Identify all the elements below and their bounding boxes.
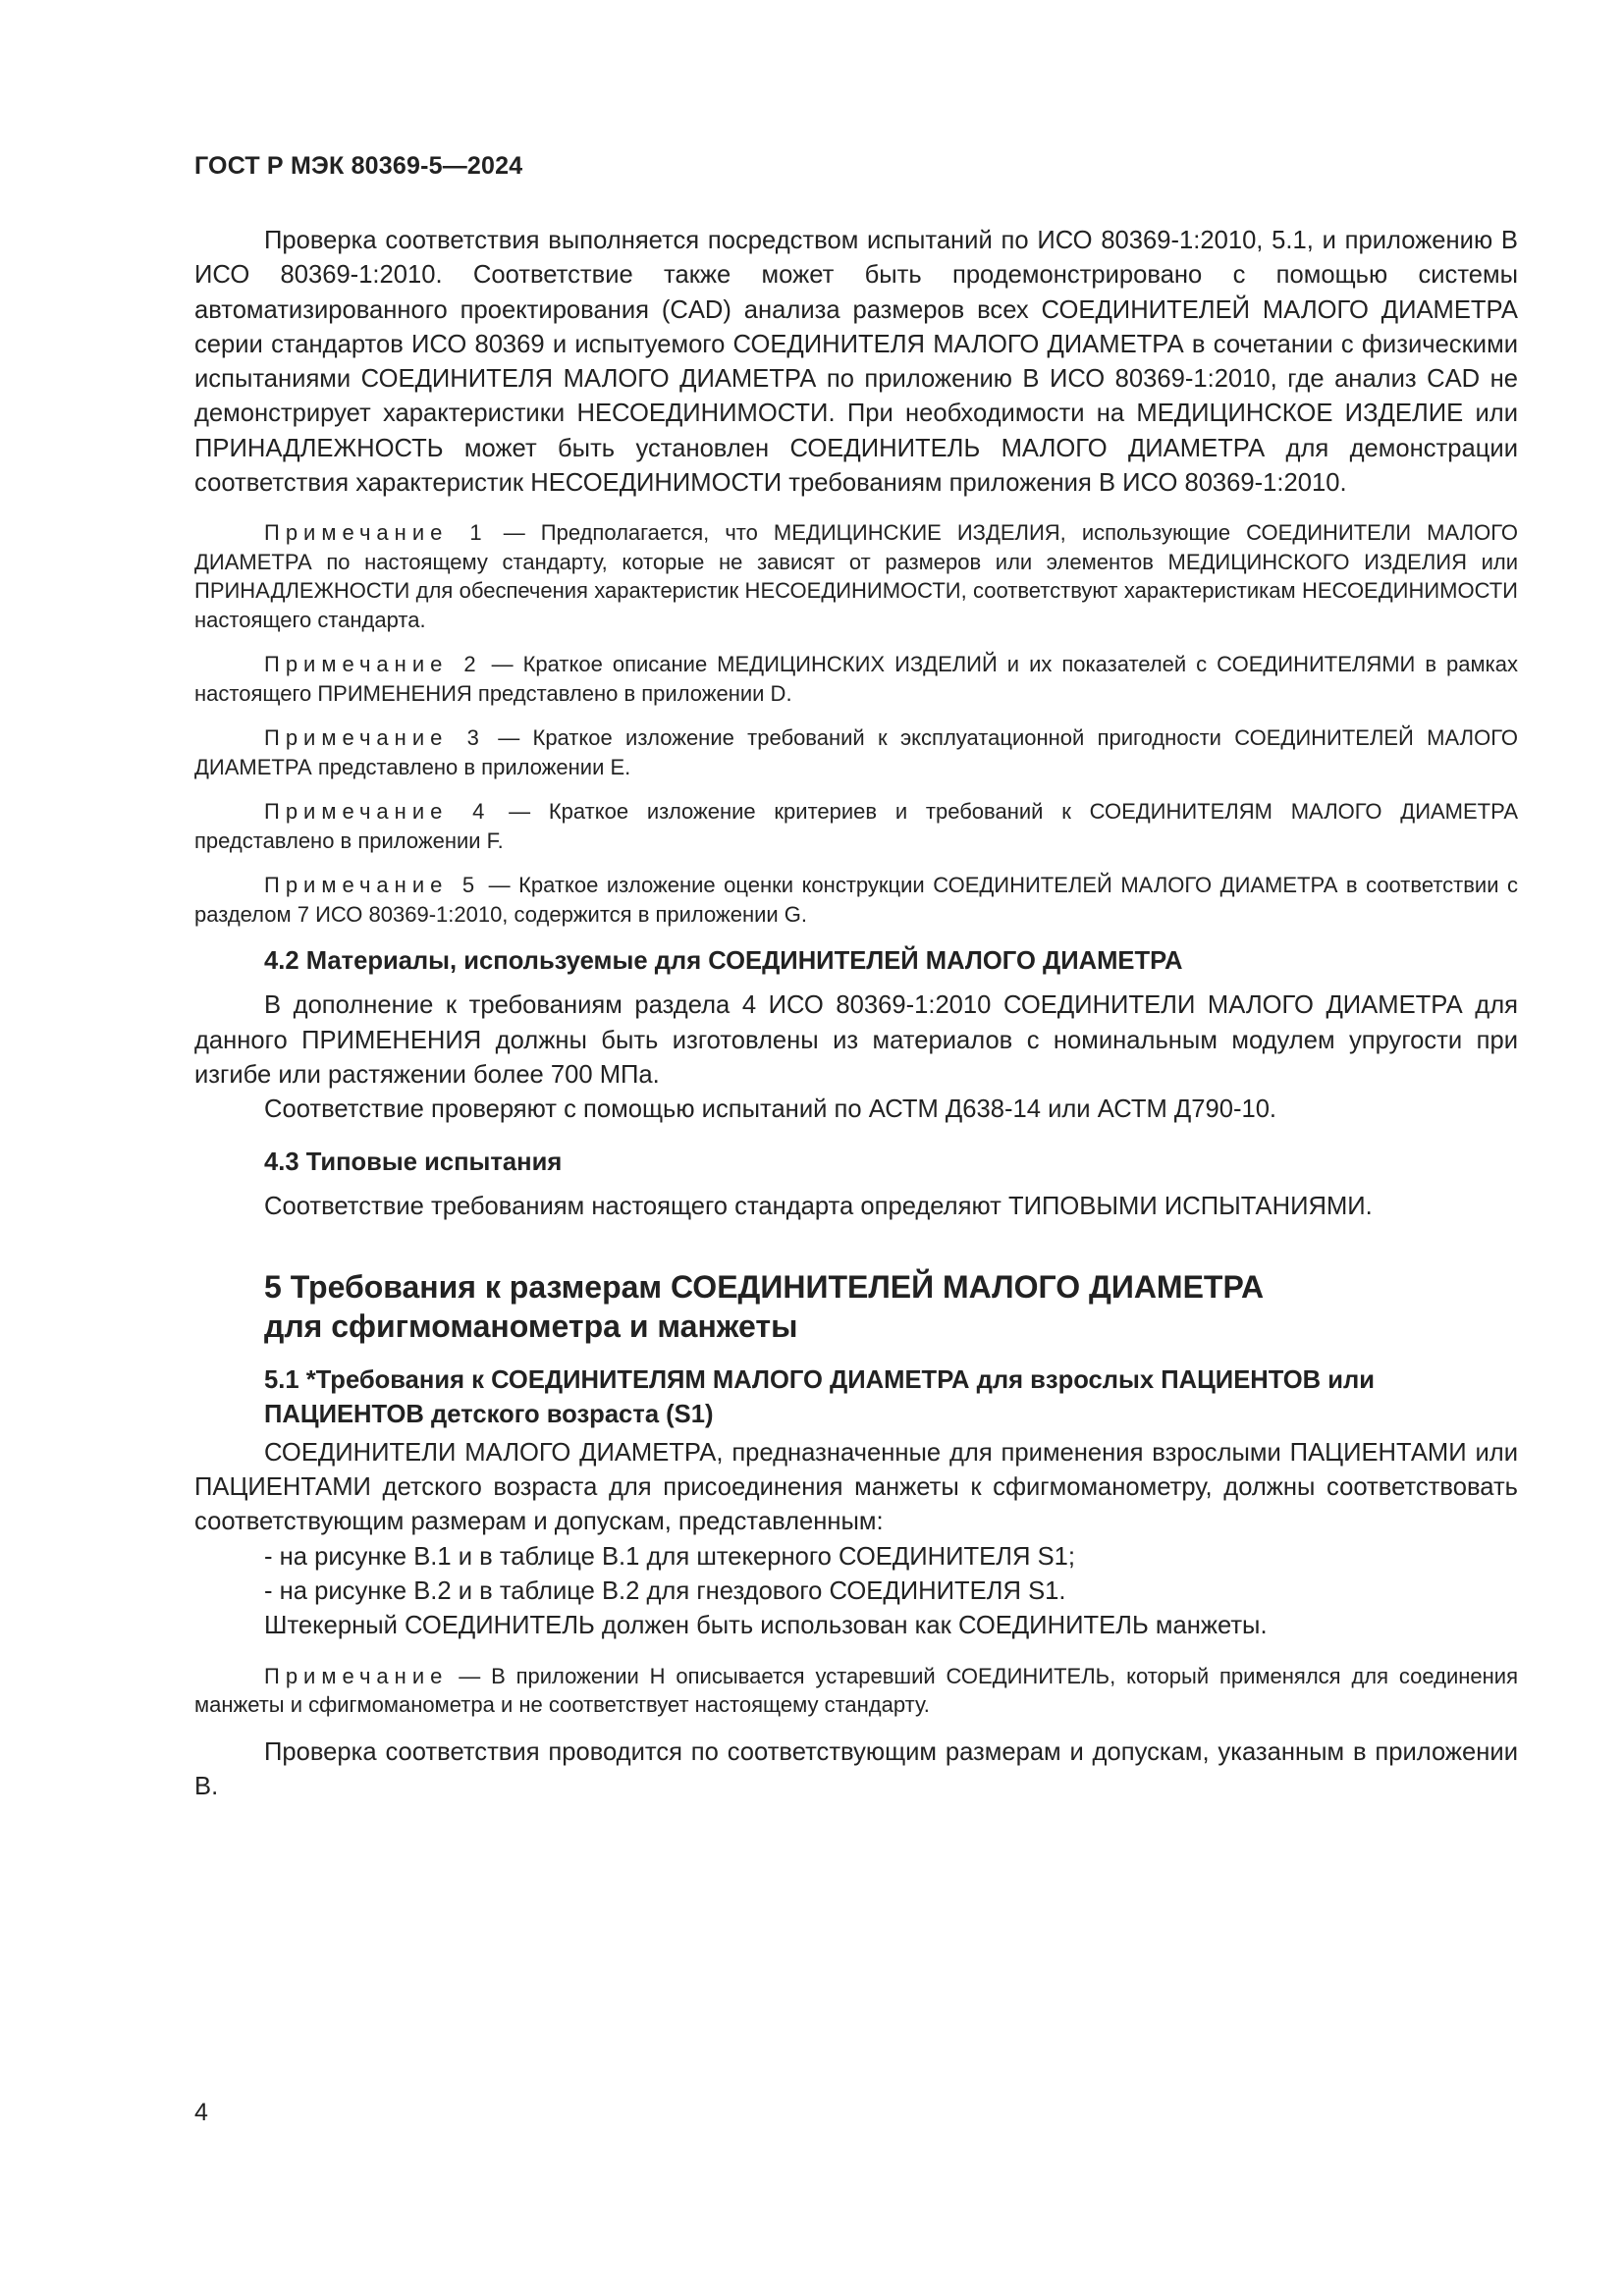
note-1 [194,518,1518,634]
note-label: Примечание [264,1663,449,1688]
section-5-1-heading-line1: 5.1 *Требования к СОЕДИНИТЕЛЯМ МАЛОГО ДИАМЕТРА для взрослых ПАЦИЕНТОВ или [264,1365,1375,1394]
note-text: — Краткое описание МЕДИЦИНСКИХ ИЗДЕЛИЙ и их показателей с СОЕДИНИТЕЛЯМИ в рамках настоящего ПРИМЕНЕНИЯ представлено в приложении D. [194,652,1519,706]
note-2 [194,650,1518,708]
section-5-1-heading-line2: ПАЦИЕНТОВ детского возраста (S1) [264,1400,714,1428]
section-4-3-paragraph: Соответствие требованиям настоящего стандарта определяют ТИПОВЫМИ ИСПЫТАНИЯМИ. [264,1192,1373,1220]
section-5-1-paragraph: СОЕДИНИТЕЛИ МАЛОГО ДИАМЕТРА, предназначенные для применения взрослыми ПАЦИЕНТАМИ или ПАЦИЕНТАМИ детского возраста для присоединения манжеты к сфигмоманометру, должны соответствовать соответствующим размерам и допускам, представленным: [194,1438,1518,1536]
page-number: 4 [194,2099,208,2126]
note-label: Примечание 5 [264,873,481,898]
section-5-1-plug-note: Штекерный СОЕДИНИТЕЛЬ должен быть использован как СОЕДИНИТЕЛЬ манжеты. [264,1612,1268,1640]
paragraph-verification: Проверка соответствия выполняется посредством испытаний по ИСО 80369-1:2010, 5.1, и приложению B ИСО 80369-1:2010. Соответствие также может быть продемонстрировано с помощью системы автоматизированного проектирования (CAD) анализа размеров всех СОЕДИНИТЕЛЕЙ МАЛОГО ДИАМЕТРА серии стандартов ИСО 80369 и испытуемого СОЕДИНИТЕЛЯ МАЛОГО ДИАМЕТРА в сочетании с физическими испытаниями СОЕДИНИТЕЛЯ МАЛОГО ДИАМЕТРА по приложению B ИСО 80369-1:2010, где анализ CAD не демонстрирует характеристики НЕСОЕДИНИМОСТИ. При необходимости на МЕДИЦИНСКОЕ ИЗДЕЛИЕ или ПРИНАДЛЕЖНОСТЬ может быть установлен СОЕДИНИТЕЛЬ МАЛОГО ДИАМЕТРА для демонстрации соответствия характеристик НЕСОЕДИНИМОСТИ требованиям приложения B ИСО 80369-1:2010. [194,227,1518,498]
note-text: — Краткое изложение критериев и требований к СОЕДИНИТЕЛЯМ МАЛОГО ДИАМЕТРА представлено в приложении F. [194,799,1518,853]
note-label: Примечание 3 [264,725,485,751]
section-4-2-heading: 4.2 Материалы, используемые для СОЕДИНИТЕЛЕЙ МАЛОГО ДИАМЕТРА [264,947,1183,976]
section-4-2-paragraph: В дополнение к требованиям раздела 4 ИСО 80369-1:2010 СОЕДИНИТЕЛИ МАЛОГО ДИАМЕТРА для данного ПРИМЕНЕНИЯ должны быть изготовлены из материалов с номинальным модулем упругости при изгибе или растяжении более 700 МПа. [194,991,1518,1089]
note-text: — В приложении H описывается устаревший СОЕДИНИТЕЛЬ, который применялся для соединения манжеты и сфигмоманометра и не соответствует настоящему стандарту. [194,1663,1518,1718]
section-5-heading [264,1267,1518,1346]
section-4-2-compliance: Соответствие проверяют с помощью испытаний по АСТМ Д638-14 или АСТМ Д790-10. [264,1095,1277,1124]
note-label: Примечание 1 [264,520,488,546]
note-text: — Краткое изложение требований к эксплуатационной пригодности СОЕДИНИТЕЛЕЙ МАЛОГО ДИАМЕТРА представлено в приложении E. [194,725,1519,779]
note-text: — Краткое изложение оценки конструкции СОЕДИНИТЕЛЕЙ МАЛОГО ДИАМЕТРА в соответствии с разделом 7 ИСО 80369-1:2010, содержится в приложении G. [194,873,1519,927]
section-5-heading-line1: 5 Требования к размерам СОЕДИНИТЕЛЕЙ МАЛОГО ДИАМЕТРА [264,1268,1265,1305]
note-label: Примечание 2 [264,652,482,677]
section-5-1-heading [264,1363,1518,1432]
list-item: - на рисунке B.1 и в таблице B.1 для штекерного СОЕДИНИТЕЛЯ S1; [264,1542,1075,1571]
section-5-heading-line2: для сфигмоманометра и манжеты [264,1308,798,1344]
note-label: Примечание 4 [264,799,491,825]
note-section-5-1 [194,1662,1518,1720]
section-4-3-heading: 4.3 Типовые испытания [264,1148,563,1176]
note-3 [194,723,1518,781]
list-item: - на рисунке B.2 и в таблице B.2 для гнездового СОЕДИНИТЕЛЯ S1. [264,1577,1066,1606]
note-4 [194,797,1518,855]
section-5-1-verification: Проверка соответствия проводится по соответствующим размерам и допускам, указанным в приложении B. [194,1737,1518,1800]
document-body [194,224,1518,1822]
note-text: — Предполагается, что МЕДИЦИНСКИЕ ИЗДЕЛИЯ, использующие СОЕДИНИТЕЛИ МАЛОГО ДИАМЕТРА по настоящему стандарту, которые не зависят от размеров или элементов МЕДИЦИНСКОГО ИЗДЕЛИЯ или ПРИНАДЛЕЖНОСТИ для обеспечения характеристик НЕСОЕДИНИМОСТИ, соответствуют характеристикам НЕСОЕДИНИМОСТИ настоящего стандарта. [194,520,1518,632]
note-5 [194,871,1518,929]
document-header: ГОСТ Р МЭК 80369-5—2024 [194,152,523,180]
